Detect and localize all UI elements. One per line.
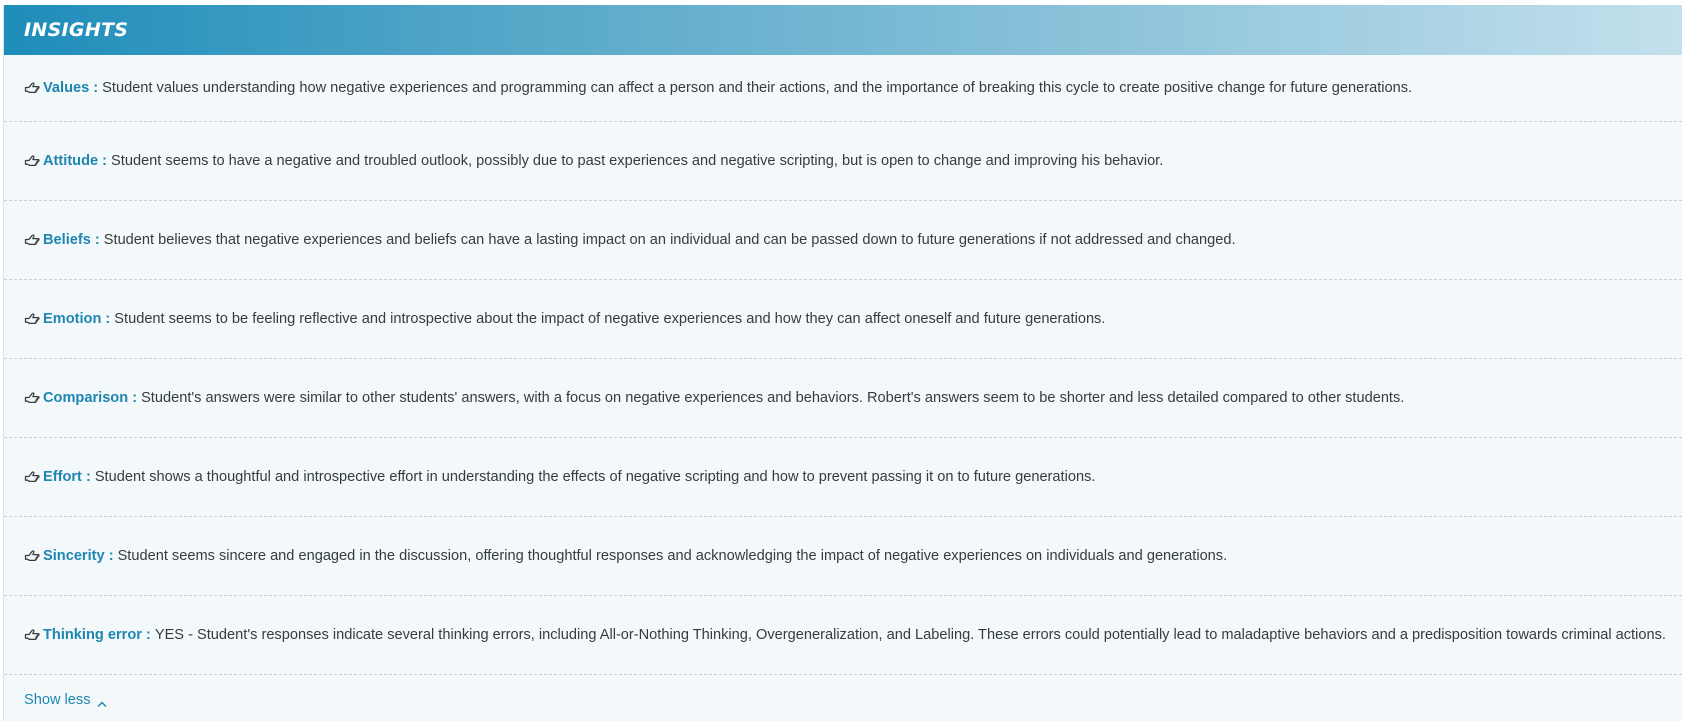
hand-pointing-right-icon [24, 471, 41, 483]
hand-pointing-right-icon [24, 313, 41, 325]
insight-item-thinking-error [4, 596, 1682, 675]
insight-text: Student believes that negative experiences and beliefs can have a lasting impact on an individual and can be passed down to future generations if not addressed and changed. [103, 232, 1236, 248]
insight-item-emotion [4, 280, 1682, 359]
insights-header [4, 5, 1682, 55]
insight-label: Thinking error : [43, 627, 151, 643]
hand-pointing-right-icon [24, 155, 41, 167]
chevron-up-icon [97, 696, 107, 704]
hand-pointing-right-icon [24, 629, 41, 641]
insights-panel [3, 5, 1682, 721]
insight-text: Student values understanding how negative experiences and programming can affect a person and their actions, and the importance of breaking this cycle to create positive change for future generations. [102, 80, 1413, 96]
insight-text: Student seems sincere and engaged in the discussion, offering thoughtful responses and acknowledging the impact of negative experiences on individuals and generations. [117, 548, 1228, 564]
hand-pointing-right-icon [24, 392, 41, 404]
insight-label: Effort : [43, 469, 91, 485]
insight-text: Student seems to be feeling reflective and introspective about the impact of negative experiences and how they can affect oneself and future generations. [114, 311, 1106, 327]
insight-text: YES - Student's responses indicate several thinking errors, including All-or-Nothing Thinking, Overgeneralization, and Labeling. These errors could potentially lead to maladaptive behaviors and a predisposition towards criminal actions. [154, 627, 1666, 643]
insight-item-values [4, 55, 1682, 122]
insight-label: Comparison : [43, 390, 138, 406]
insight-item-beliefs [4, 201, 1682, 280]
insight-text: Student seems to have a negative and troubled outlook, possibly due to past experiences and negative scripting, but is open to change and improving his behavior. [111, 153, 1164, 169]
insight-label: Attitude : [43, 153, 108, 169]
insight-item-effort [4, 438, 1682, 517]
show-less-button[interactable] [4, 675, 1682, 721]
insight-item-comparison [4, 359, 1682, 438]
hand-pointing-right-icon [24, 550, 41, 562]
insight-label: Values : [43, 80, 99, 96]
insight-label: Emotion : [43, 311, 111, 327]
insight-label: Sincerity : [43, 548, 114, 564]
insight-text: Student shows a thoughtful and introspective effort in understanding the effects of negative scripting and how to prevent passing it on to future generations. [94, 469, 1096, 485]
insight-item-attitude [4, 122, 1682, 201]
show-less-label: Show less [24, 692, 91, 708]
insight-label: Beliefs : [43, 232, 100, 248]
hand-pointing-right-icon [24, 82, 41, 94]
insight-list [4, 55, 1682, 675]
insight-text: Student's answers were similar to other students' answers, with a focus on negative experiences and behaviors. Robert's answers seem to be shorter and less detailed compared to other students. [141, 390, 1405, 406]
insight-item-sincerity [4, 517, 1682, 596]
hand-pointing-right-icon [24, 234, 41, 246]
panel-title: INSIGHTS [24, 19, 129, 41]
